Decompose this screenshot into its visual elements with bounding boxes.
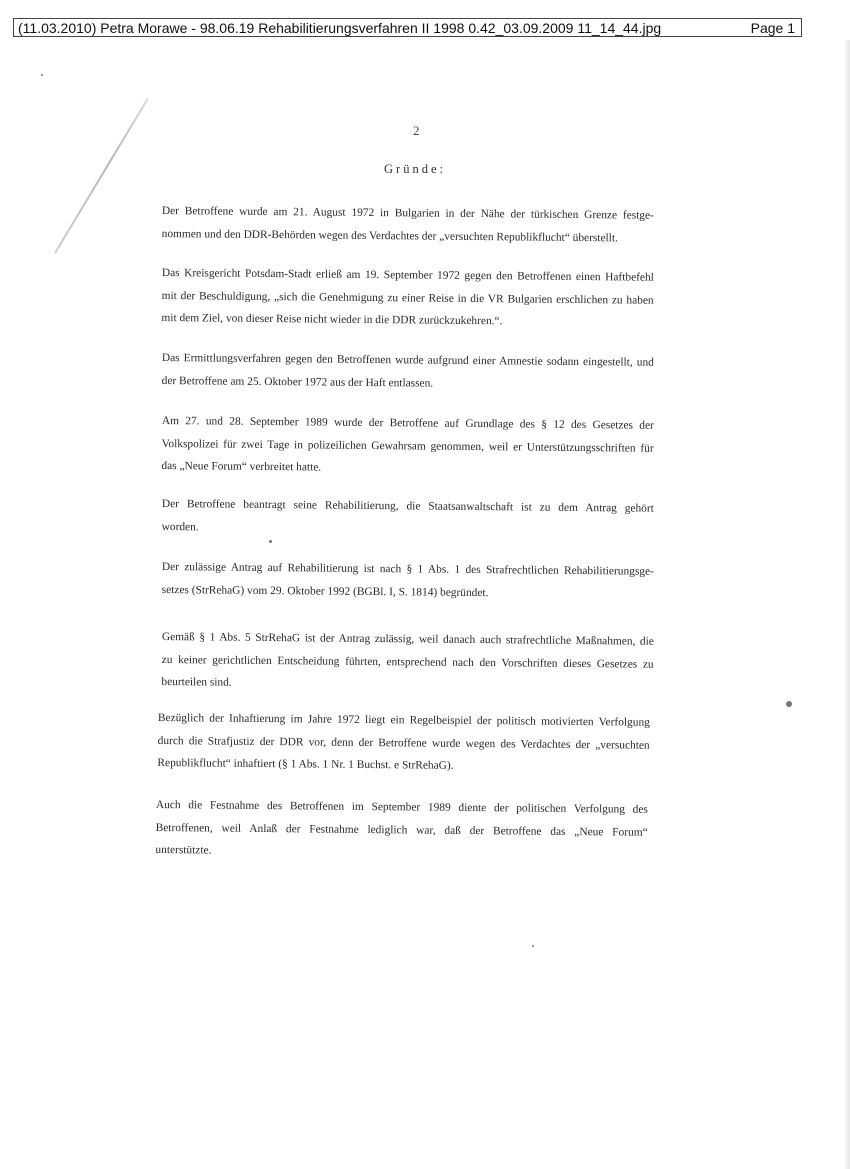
text-line: Das Kreisgericht Potsdam-Stadt erließ am 19. September 1972 gegen den Betroffenen einen Haftbefehl: [161, 266, 654, 284]
paragraph-3: [162, 347, 654, 397]
paragraph-6: [162, 556, 654, 606]
paragraph-5: [162, 493, 654, 543]
text-line: mit der Beschuldigung, „sich die Genehmigung zu einer Reise in die VR Bulgarien erschlichen zu haben: [161, 289, 654, 307]
text-line: der Betroffene am 25. Oktober 1972 aus der Haft entlassen.: [161, 374, 434, 390]
text-line: Am 27. und 28. September 1989 wurde der Betroffene auf Grundlage des § 12 des Gesetzes der: [161, 414, 654, 432]
text-line: nommen und den DDR-Behörden wegen des Verdachtes der „versuchten Republikflucht“ überstellt.: [161, 227, 618, 244]
text-line: Das Ermittlungsverfahren gegen den Betroffenen wurde aufgrund einer Amnestie sodann eingestellt, und: [161, 351, 654, 369]
text-line: unterstützte.: [155, 843, 212, 857]
text-line: Betroffenen, weil Anlaß der Festnahme lediglich war, daß der Betroffene das „Neue Forum“: [155, 821, 648, 839]
scan-crease-mark: [54, 98, 148, 253]
paragraph-8: [157, 707, 650, 779]
scan-speck: [41, 74, 43, 76]
file-name: (11.03.2010) Petra Morawe - 98.06.19 Rehabilitierungsverfahren II 1998 0.42_03.09.2009 11_14_44.jpg: [18, 19, 662, 36]
text-line: Volkspolizei für zwei Tage in polizeilichen Gewahrsam genommen, weil er Unterstützungsschriften für: [161, 437, 654, 455]
text-line: setzes (StrRehaG) vom 29. Oktober 1992 (BGBl. I, S. 1814) begründet.: [161, 583, 489, 599]
text-line: Der Betroffene beantragt seine Rehabilitierung, die Staatsanwaltschaft ist zu dem Antrag gehört: [161, 497, 654, 515]
paragraph-1: [162, 200, 654, 250]
text-line: worden.: [161, 520, 199, 533]
text-line: mit dem Ziel, von dieser Reise nicht wieder in die DDR zurückzukehren.“.: [161, 311, 503, 328]
text-line: das „Neue Forum“ verbreitet hatte.: [161, 459, 322, 474]
scan-speck: [786, 701, 792, 707]
paragraph-2: [161, 262, 654, 334]
text-line: beurteilen sind.: [161, 675, 232, 689]
text-line: Auch die Festnahme des Betroffenen im September 1989 diente der politischen Verfolgung des: [155, 798, 648, 816]
file-header-bar: [13, 18, 802, 37]
section-heading: Gründe:: [384, 162, 446, 176]
text-line: durch die Strafjustiz der DDR vor, denn der Betroffene wurde wegen des Verdachtes der „versuchten: [157, 734, 650, 752]
paragraph-9: [155, 794, 648, 866]
document-page-number: 2: [413, 123, 420, 138]
text-line: Gemäß § 1 Abs. 5 StrRehaG ist der Antrag zulässig, weil danach auch strafrechtliche Maßnahmen, die: [161, 630, 654, 648]
paragraph-4: [161, 410, 654, 482]
page-label: Page 1: [750, 19, 795, 36]
text-line: Republikflucht“ inhaftiert (§ 1 Abs. 1 Nr. 1 Buchst. e StrRehaG).: [157, 756, 454, 772]
scan-speck: [532, 945, 534, 947]
paragraph-7: [161, 626, 654, 698]
text-line: Der zulässige Antrag auf Rehabilitierung ist nach § 1 Abs. 1 des Strafrechtlichen Rehabilitierungsge-: [161, 560, 654, 578]
text-line: Bezüglich der Inhaftierung im Jahre 1972 liegt ein Regelbeispiel der politisch motivierten Verfolgung: [157, 711, 650, 729]
text-line: zu keiner gerichtlichen Entscheidung führten, entsprechend nach den Vorschriften dieses Gesetzes zu: [161, 653, 654, 671]
text-line: Der Betroffene wurde am 21. August 1972 in Bulgarien in der Nähe der türkischen Grenze festge-: [161, 204, 654, 222]
scan-speck: [269, 540, 272, 543]
scan-edge-shadow: [844, 40, 850, 1169]
